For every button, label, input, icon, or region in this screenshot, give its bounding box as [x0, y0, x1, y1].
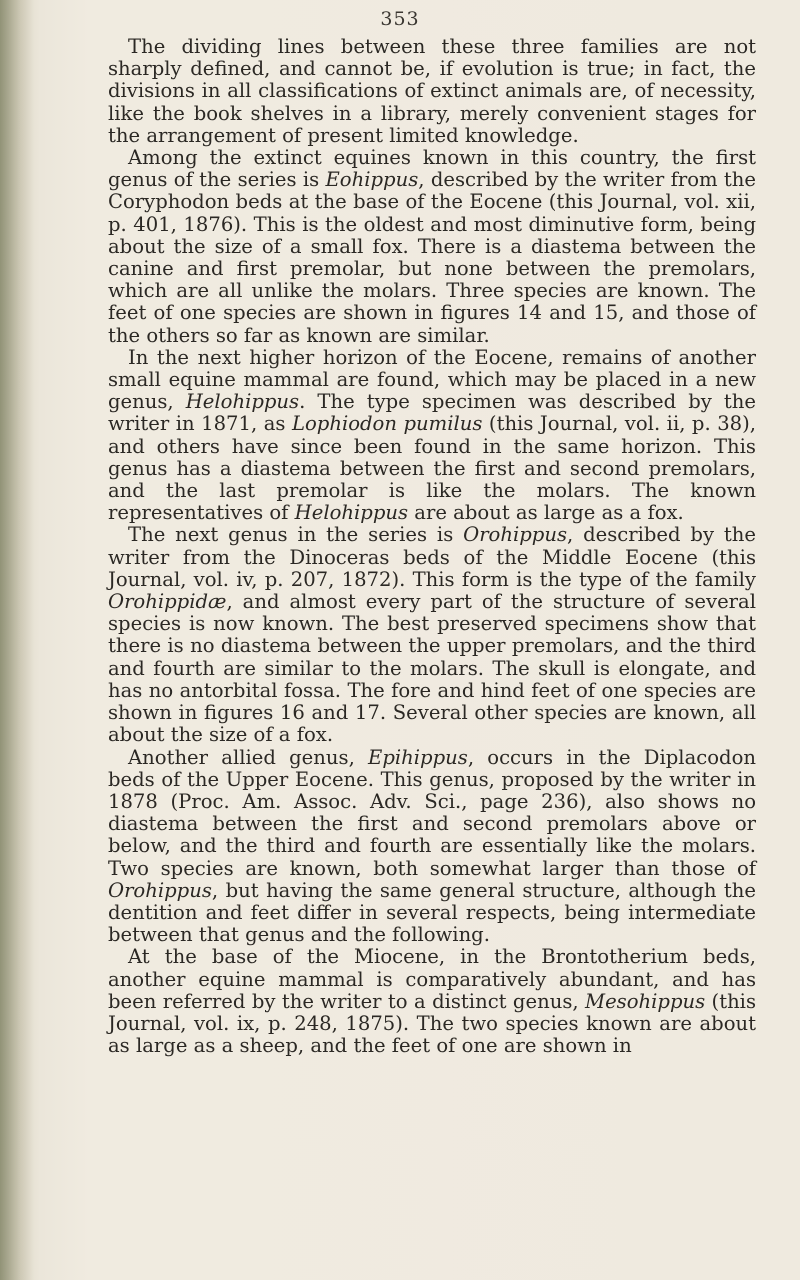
text-run: Another allied genus,	[128, 745, 369, 769]
paragraph	[108, 524, 756, 746]
body-text	[108, 36, 756, 1057]
italic-term: Eohippus	[325, 168, 419, 192]
italic-term: Orohippus	[463, 523, 567, 547]
text-run: Among the extinct equines known in this country, the first genus of the series is	[108, 146, 756, 192]
paragraph	[108, 747, 756, 947]
text-run: are about as large as a fox.	[408, 501, 684, 525]
paragraph	[108, 946, 756, 1057]
paragraph	[108, 347, 756, 525]
italic-term: Orohippidæ	[108, 590, 227, 614]
italic-term: Helohippus	[294, 501, 409, 525]
text-run: , occurs in the Diplacodon beds of the Upper Eocene. This genus, proposed by the writer in 1878 (Proc. Am. Assoc. Adv. Sci., page 236), also shows no diastema between the first and second premolars above or below, and the third and fourth are essentially like the molars. Two species are known, both somewhat larger than those of	[108, 745, 756, 880]
text-run: , and almost every part of the structure of several species is now known. The best preserved specimens show that there is no diastema between the upper premolars, and the third and fourth are similar to the molars. The skull is elongate, and has no antorbital fossa. The fore and hind feet of one species are shown in figures 16 and 17. Several other species are known, all about the size of a fox.	[108, 590, 756, 747]
text-run: , described by the writer from the Coryphodon beds at the base of the Eocene (this Journal, vol. xii, p. 401, 1876). This is the oldest and most diminutive form, being about the size of a small fox. There is a diastema between the canine and first premolar, but none between the premolars, which are all unlike the molars. Three species are known. The feet of one species are shown in figures 14 and 15, and those of the others so far as known are similar.	[108, 168, 756, 347]
text-run: , but having the same general structure, although the dentition and feet differ in several respects, being intermediate between that genus and the following.	[108, 878, 756, 947]
text-run: , described by the writer from the Dinoceras beds of the Middle Eocene (this Journal, vol. iv, p. 207, 1872). This form is the type of the family	[108, 523, 756, 591]
italic-term: Mesohippus	[585, 989, 706, 1013]
text-run: (this Journal, vol. ii, p. 38), and others have since been found in the same horizon. This genus has a diastema between the first and second premolars, and the last premolar is like the molars. The known representatives of	[108, 412, 757, 525]
italic-term: Orohippus	[108, 878, 212, 902]
italic-term: Lophiodon pumilus	[291, 412, 483, 436]
page-number: 353	[380, 8, 420, 30]
paragraph	[108, 147, 756, 347]
text-run: The next genus in the series is	[128, 523, 464, 547]
text-run: At the base of the Miocene, in the Brontotherium beds, another equine mammal is comparatively abundant, and has been referred by the writer to a distinct genus,	[108, 945, 756, 1013]
text-run: The dividing lines between these three families are not sharply defined, and cannot be, if evolution is true; in fact, the divisions in all classifications of extinct animals are, of necessity, like the book shelves in a library, merely convenient stages for the arrangement of present limited knowledge.	[108, 35, 756, 147]
paragraph	[108, 36, 756, 147]
text-run: (this Journal, vol. ix, p. 248, 1875). The two species known are about as large as a sheep, and the feet of one are shown in	[108, 989, 757, 1058]
text-run: In the next higher horizon of the Eocene, remains of another small equine mammal are found, which may be placed in a new genus,	[108, 345, 756, 414]
italic-term: Epihippus	[368, 745, 468, 769]
italic-term: Helohippus	[185, 390, 300, 414]
binding-shadow	[0, 0, 34, 1280]
text-run: . The type specimen was described by the writer in 1871, as	[108, 390, 757, 436]
